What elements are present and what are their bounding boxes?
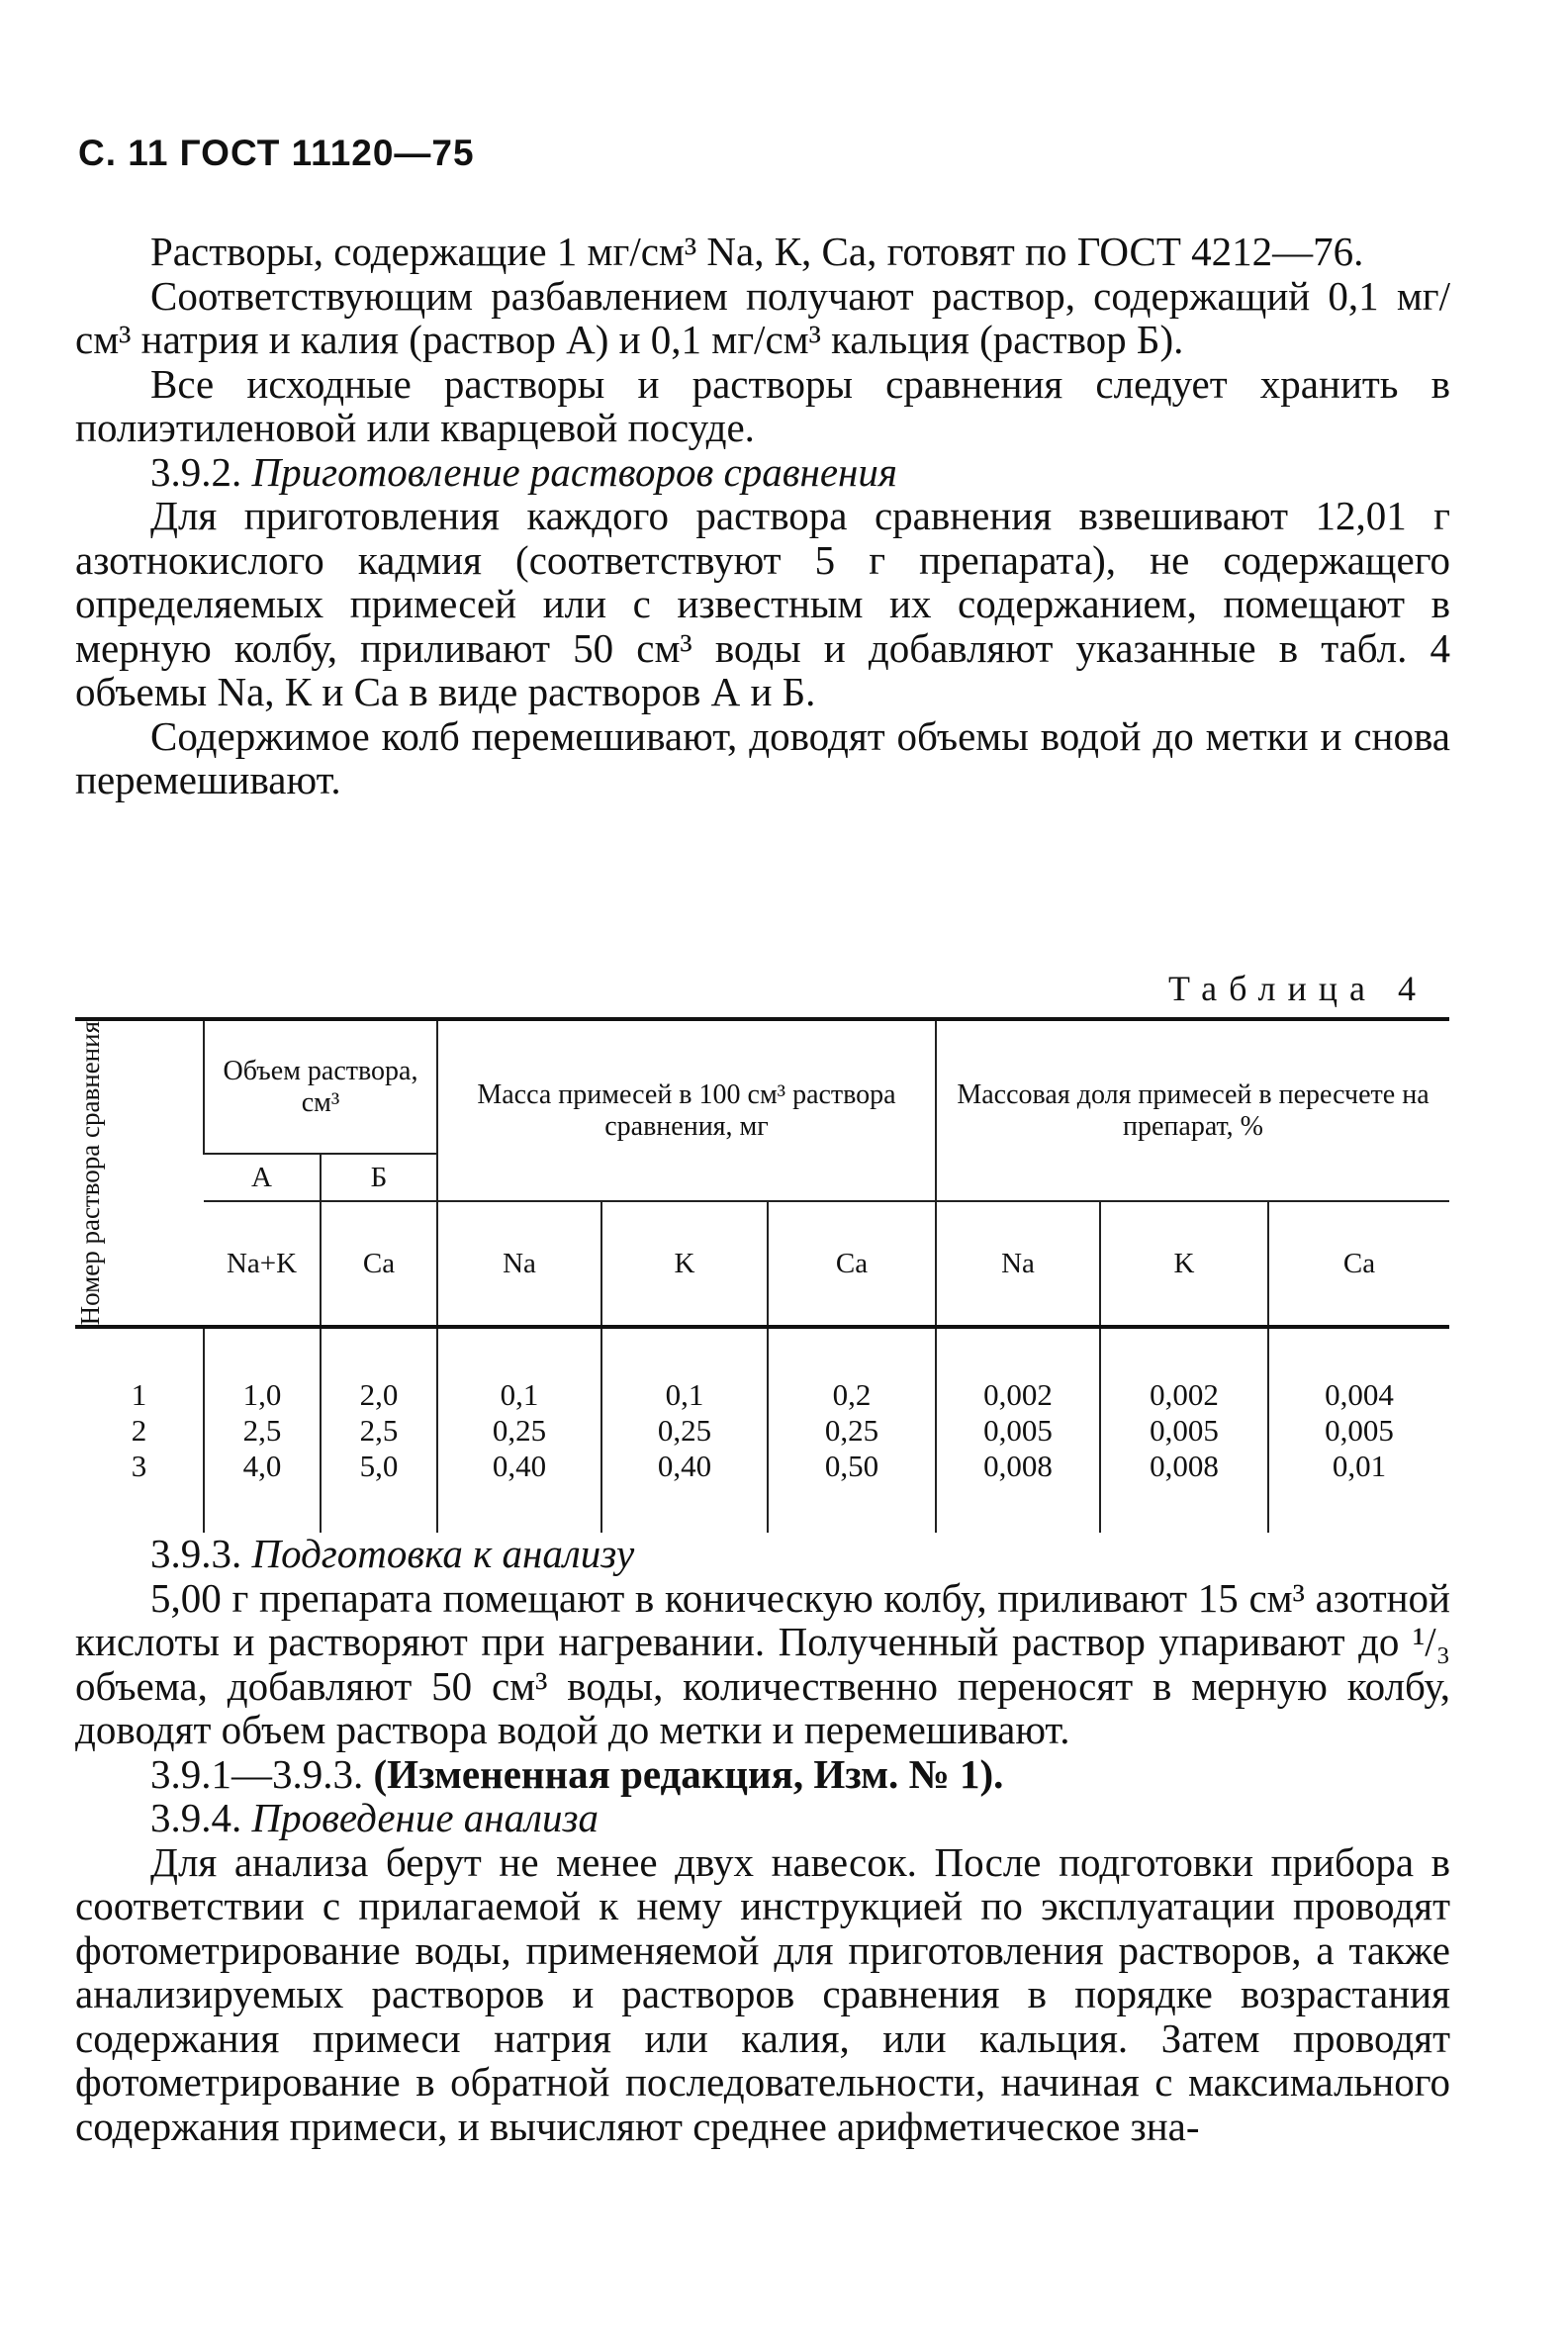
- cell: 5,0: [359, 1449, 399, 1484]
- cell: 0,25: [657, 1413, 712, 1449]
- cell: 0,008: [1150, 1449, 1219, 1484]
- section-title: Проведение анализа: [251, 1795, 600, 1840]
- cell: 1,0: [242, 1377, 282, 1413]
- amendment-range: 3.9.1—3.9.3.: [150, 1750, 364, 1797]
- cell: 0,002: [983, 1377, 1053, 1413]
- paragraph-sample-prep: 5,00 г препарата помещают в коническую колбу, приливают 15 см³ азотной кислоты и растворяют при нагревании. Полученный раствор упаривают до ¹/₃ объема, добавляют 50 см³ воды, количественно переносят в мерную колбу, доводят объем раствора водой до метки и перемешивают.: [75, 1574, 1450, 1752]
- section-number: 3.9.3.: [150, 1531, 242, 1576]
- cell: 0,005: [1325, 1413, 1394, 1449]
- header-na-k: Na+K: [204, 1201, 321, 1327]
- header-sub-b: Б: [321, 1154, 437, 1201]
- cell: 4,0: [242, 1449, 282, 1484]
- cell: 0,25: [824, 1413, 879, 1449]
- header-k-fraction: K: [1100, 1201, 1268, 1327]
- col-mass-ca: [768, 1327, 936, 1533]
- col-fraction-ca: [1268, 1327, 1449, 1533]
- section-title: Подготовка к анализу: [251, 1531, 635, 1576]
- col-mass-k: [601, 1327, 768, 1533]
- header-na-mass: Na: [437, 1201, 601, 1327]
- cell: 0,40: [657, 1449, 712, 1484]
- col-fraction-na: [936, 1327, 1100, 1533]
- cell: 0,005: [983, 1413, 1053, 1449]
- col-volume-b: [321, 1327, 437, 1533]
- paragraph-solutions: Растворы, содержащие 1 мг/см³ Na, К, Са, готовят по ГОСТ 4212—76.: [150, 229, 1364, 274]
- cell: 0,2: [832, 1377, 872, 1413]
- cell: 2: [131, 1413, 147, 1449]
- paragraph-preparation: Для приготовления каждого раствора сравнения взвешивают 12,01 г азотнокислого кадмия (соответствуют 5 г препарата), не содержащего определяемых примесей или с известным их содержанием, помещают в мерную колбу, приливают 50 см³ воды и добавляют указанные в табл. 4 объемы Na, К и Са в виде растворов А и Б.: [75, 493, 1450, 714]
- col-mass-na: [437, 1327, 601, 1533]
- section-heading-3-9-2: [75, 450, 1450, 495]
- header-ca-fraction: Ca: [1268, 1201, 1449, 1327]
- paragraph-storage: Все исходные растворы и растворы сравнения следует хранить в полиэтиленовой или кварцевой посуде.: [75, 360, 1450, 450]
- cell: 2,5: [359, 1413, 399, 1449]
- col-fraction-k: [1100, 1327, 1268, 1533]
- cell: 2,5: [242, 1413, 282, 1449]
- cell: 1: [131, 1377, 147, 1413]
- table-body: [75, 1327, 1449, 1533]
- cell: 0,1: [665, 1377, 704, 1413]
- cell: 0,008: [983, 1449, 1053, 1484]
- cell: 3: [131, 1449, 147, 1484]
- paragraph-analysis: Для анализа берут не менее двух навесок. После подготовки прибора в соответствии с прилагаемой к нему инструкцией по эксплуатации проводят фотометрирование воды, применяемой для приготовления растворов, а также анализируемых растворов и растворов сравнения в порядке возрастания содержания примеси натрия или калия, или кальция. Затем проводят фотометрирование в обратной последовательности, начиная с максимального содержания примеси, и вычисляют среднее арифметическое зна-: [75, 1838, 1450, 2149]
- cell: 0,1: [500, 1377, 539, 1413]
- header-sub-a: А: [204, 1154, 321, 1201]
- header-number-label: Номер раствора сравнения: [75, 1021, 105, 1326]
- text-block-bottom: [75, 1532, 1450, 2148]
- section-number: 3.9.4.: [150, 1795, 242, 1840]
- cell: 0,50: [824, 1449, 879, 1484]
- cell: 0,004: [1325, 1377, 1394, 1413]
- section-number: 3.9.2.: [150, 448, 242, 495]
- section-title: Приготовление растворов сравнения: [251, 448, 897, 495]
- header-volume: Объем раствора, см³: [204, 1019, 437, 1154]
- header-mass: Масса примесей в 100 см³ раствора сравнения, мг: [437, 1019, 936, 1201]
- cell: 0,005: [1150, 1413, 1219, 1449]
- amendment-note: [75, 1752, 1450, 1797]
- amendment-text: (Измененная редакция, Изм. № 1).: [373, 1750, 1004, 1797]
- header-ca-volume: Ca: [321, 1201, 437, 1327]
- header-na-fraction: Na: [936, 1201, 1100, 1327]
- header-fraction: Массовая доля примесей в пересчете на препарат, %: [936, 1019, 1449, 1201]
- section-heading-3-9-4: [75, 1796, 1450, 1840]
- header-k-mass: K: [601, 1201, 768, 1327]
- cell: 0,40: [492, 1449, 547, 1484]
- cell: 0,25: [492, 1413, 547, 1449]
- text-block-top: [75, 230, 1450, 802]
- cell: 0,01: [1332, 1449, 1387, 1484]
- section-heading-3-9-3: [75, 1532, 1450, 1576]
- col-number: [75, 1327, 204, 1533]
- header-ca-mass: Ca: [768, 1201, 936, 1327]
- cell: 2,0: [359, 1377, 399, 1413]
- header-number: [75, 1019, 204, 1327]
- paragraph-dilution: Соответствующим разбавлением получают раствор, содержащий 0,1 мг/см³ натрия и калия (раствор А) и 0,1 мг/см³ кальция (раствор Б).: [75, 272, 1450, 362]
- col-volume-a: [204, 1327, 321, 1533]
- table-4: [75, 1017, 1449, 1533]
- paragraph-mixing: Содержимое колб перемешивают, доводят объемы водой до метки и снова перемешивают.: [75, 712, 1450, 802]
- page-header: С. 11 ГОСТ 11120—75: [78, 133, 475, 173]
- cell: 0,002: [1150, 1377, 1219, 1413]
- table-caption: Таблица 4: [1168, 969, 1428, 1008]
